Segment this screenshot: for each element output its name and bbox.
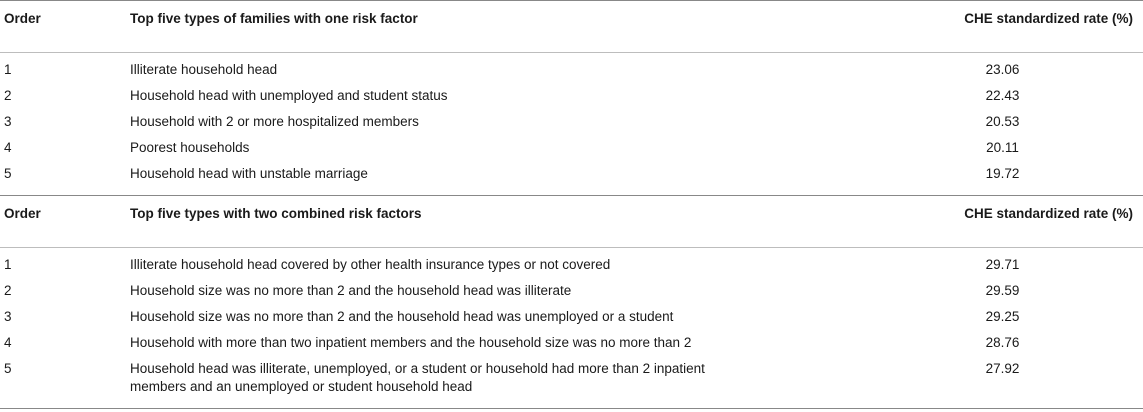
header-type: Top five types of families with one risk factor	[130, 1, 820, 53]
table-row	[0, 303, 1143, 329]
row-rate: 28.76	[985, 335, 1020, 350]
table-row	[0, 82, 1143, 108]
table-row	[0, 329, 1143, 355]
row-type: Poorest households	[130, 140, 250, 155]
row-type	[130, 355, 820, 409]
row-order: 5	[4, 361, 12, 376]
row-rate: 22.43	[985, 88, 1020, 103]
row-rate: 19.72	[985, 166, 1020, 181]
row-type: Household with more than two inpatient members and the household size was no more than 2	[130, 335, 692, 350]
header-type: Top five types with two combined risk factors	[130, 196, 820, 248]
row-rate: 29.25	[985, 309, 1020, 324]
row-order: 2	[4, 283, 12, 298]
row-order: 1	[4, 257, 12, 272]
row-type: Illiterate household head	[130, 62, 278, 77]
row-type: Household with 2 or more hospitalized members	[130, 114, 419, 129]
row-rate: 20.11	[986, 140, 1019, 155]
row-order: 4	[4, 140, 12, 155]
row-order: 3	[4, 114, 12, 129]
row-rate: 20.53	[985, 114, 1020, 129]
row-order: 3	[4, 309, 12, 324]
table-row	[0, 277, 1143, 303]
row-order: 5	[4, 166, 12, 181]
row-type-line-2: members and an unemployed or student household head	[130, 379, 473, 394]
header-rate: CHE standardized rate (%)	[820, 196, 1143, 248]
header-order: Order	[0, 196, 130, 248]
table-row	[0, 53, 1143, 83]
row-type: Household size was no more than 2 and the household head was illiterate	[130, 283, 572, 298]
row-type: Household size was no more than 2 and the household head was unemployed or a student	[130, 309, 674, 324]
header-rate: CHE standardized rate (%)	[820, 1, 1143, 53]
table-row	[0, 134, 1143, 160]
row-rate: 29.59	[985, 283, 1020, 298]
table-row	[0, 355, 1143, 409]
row-type-line-1: Household head was illiterate, unemployed, or a student or household had more than 2 inpatient	[130, 361, 705, 376]
row-rate: 23.06	[985, 62, 1020, 77]
row-order: 1	[4, 62, 12, 77]
row-order: 2	[4, 88, 12, 103]
table-row	[0, 108, 1143, 134]
section-1-header-row	[0, 1, 1143, 53]
header-order: Order	[0, 1, 130, 53]
row-rate: 29.71	[985, 257, 1020, 272]
row-rate: 27.92	[985, 361, 1020, 376]
table-row	[0, 160, 1143, 196]
section-2-header-row	[0, 196, 1143, 248]
table-row	[0, 248, 1143, 278]
row-type: Household head with unstable marriage	[130, 166, 368, 181]
row-type: Illiterate household head covered by other health insurance types or not covered	[130, 257, 611, 272]
row-type: Household head with unemployed and student status	[130, 88, 448, 103]
row-order: 4	[4, 335, 12, 350]
